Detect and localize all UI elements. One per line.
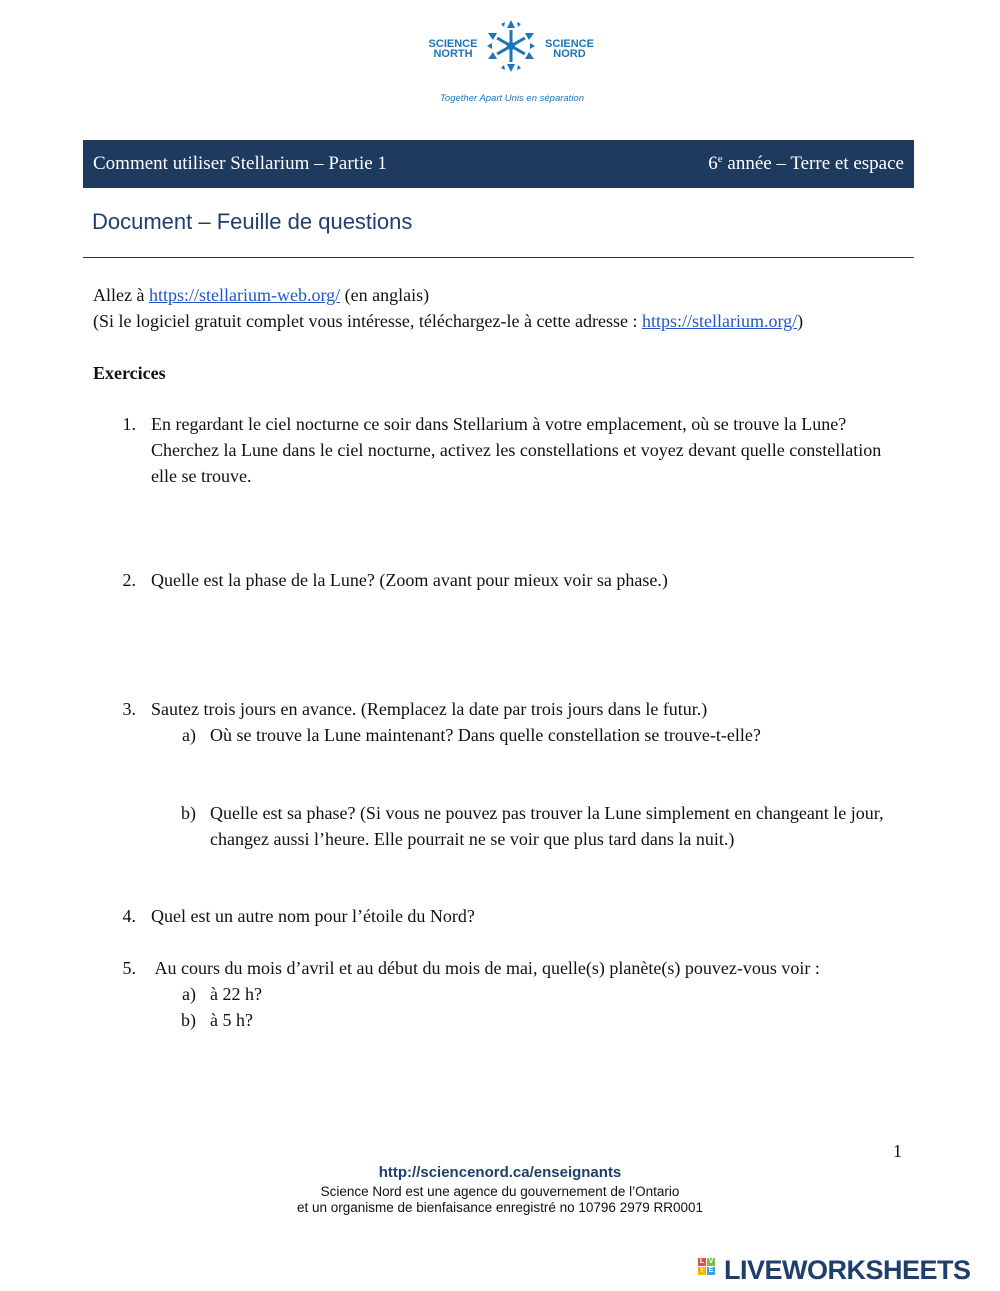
liveworksheets-text: LIVEWORKSHEETS: [724, 1255, 971, 1285]
question-number: 4.: [122, 906, 136, 926]
intro-line-2-prefix: (Si le logiciel gratuit complet vous intéresse, téléchargez-le à cette adresse :: [93, 311, 642, 331]
grade-number: 6: [708, 153, 718, 174]
question-number: 3.: [122, 699, 136, 719]
intro-line-1: [93, 282, 429, 308]
sub-question-number: a): [182, 984, 196, 1004]
footer-url[interactable]: http://sciencenord.ca/enseignants: [378, 1164, 622, 1181]
header-grade: [708, 153, 904, 175]
sub-question-number: b): [181, 803, 196, 823]
logo-left-word-2: NORTH: [433, 48, 473, 60]
snowflake-icon: [485, 18, 537, 74]
sub-question-text: Quelle est sa phase? (Si vous ne pouvez pas trouver la Lune simplement en changeant le jour, changez aussi l’heure. Elle pourrait ne se voir que plus tard dans la nuit.): [210, 803, 884, 849]
question-number: 2.: [122, 570, 136, 590]
page-title: Document – Feuille de questions: [92, 209, 413, 234]
badge-letter: E: [708, 1267, 714, 1274]
question-text: Quelle est la phase de la Lune? (Zoom avant pour mieux voir sa phase.): [151, 570, 668, 590]
logo-right-word-1: SCIENCE: [545, 38, 594, 50]
logo-left-text: [427, 39, 479, 59]
header-bar: [83, 140, 914, 188]
stellarium-web-link[interactable]: https://stellarium-web.org/: [148, 285, 341, 305]
grade-subject: année – Terre et espace: [722, 153, 904, 174]
footer-line-1: Science Nord est une agence du gouvernement de l’Ontario: [320, 1184, 680, 1199]
header-title: Comment utiliser Stellarium – Partie 1: [93, 153, 387, 174]
grade-superscript: e: [717, 153, 723, 165]
question-number: 1.: [122, 414, 136, 434]
divider: [83, 257, 914, 258]
sub-question-number: a): [182, 725, 196, 745]
sub-question-text: Où se trouve la Lune maintenant? Dans quelle constellation se trouve-t-elle?: [210, 725, 761, 745]
sub-question-text: à 5 h?: [210, 1010, 253, 1030]
badge-letter: I: [698, 1267, 706, 1275]
badge-letter: V: [708, 1258, 714, 1265]
footer-line-2: et un organisme de bienfaisance enregistré no 10796 2979 RR0001: [296, 1200, 704, 1215]
science-north-logo: [427, 18, 597, 108]
stellarium-download-link[interactable]: https://stellarium.org/: [641, 311, 798, 331]
question-number: 5.: [122, 958, 136, 978]
question-text: En regardant le ciel nocturne ce soir dans Stellarium à votre emplacement, où se trouve la Lune? Cherchez la Lune dans le ciel nocturne, activez les constellations et voyez devant quelle constellation elle se trouve.: [151, 414, 882, 486]
badge-letter: L: [699, 1258, 705, 1265]
logo-right-word-2: NORD: [553, 48, 586, 60]
logo-tagline: Together Apart Unis en séparation: [440, 93, 584, 104]
liveworksheets-badge-icon: [697, 1258, 723, 1282]
logo-left-word-1: SCIENCE: [428, 38, 478, 50]
intro-line-1-suffix: (en anglais): [340, 285, 430, 305]
logo-right-text: [542, 39, 597, 59]
sub-question-number: b): [181, 1010, 196, 1030]
question-text: Sautez trois jours en avance. (Remplacez la date par trois jours dans le futur.): [151, 699, 708, 719]
exercises-heading: Exercices: [93, 363, 166, 383]
sub-question-text: à 22 h?: [210, 984, 262, 1004]
intro-line-2-suffix: ): [797, 311, 804, 331]
intro-line-1-prefix: Allez à: [93, 285, 149, 305]
question-text: Au cours du mois d’avril et au début du mois de mai, quelle(s) planète(s) pouvez-vous voir :: [151, 958, 820, 978]
question-text: Quel est un autre nom pour l’étoile du Nord?: [151, 906, 475, 926]
intro-line-2: [93, 308, 803, 334]
page-number: 1: [893, 1141, 902, 1161]
